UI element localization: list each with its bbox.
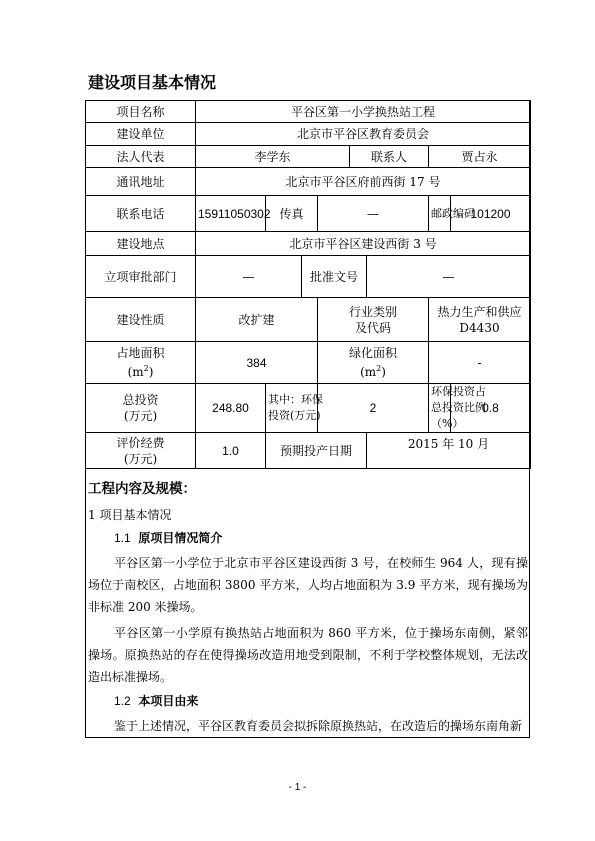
fax-value: —: [318, 196, 429, 232]
env-inv-label-line2: 投资(万元): [268, 409, 321, 422]
subsection-1-2-heading: [114, 692, 528, 709]
industry-value: 热力生产和供应 D4430: [429, 298, 531, 342]
row-approval: [86, 256, 531, 298]
site-label: 建设地点: [86, 232, 196, 256]
row-project-name: [86, 101, 531, 123]
total-inv-value: 248.80: [196, 384, 266, 433]
project-content: [88, 477, 528, 737]
subsection-1-2-title: 本项目由来: [138, 694, 199, 708]
section-1-heading: 1 项目基本情况: [88, 508, 172, 522]
legal-label: 法人代表: [86, 146, 196, 168]
env-inv-value: 2: [318, 384, 429, 433]
eval-fee-label-line2: (万元): [123, 451, 158, 466]
total-inv-label-line2: (万元): [123, 409, 158, 423]
basic-info-table: [85, 100, 531, 469]
unit-value: 北京市平谷区教育委员会: [196, 123, 531, 146]
subsection-1-1-heading: [114, 529, 528, 546]
row-eval: [86, 433, 531, 469]
paragraph-2: 平谷区第一小学原有换热站占地面积为 860 平方米，位于操场东南侧，紧邻操场。原换热站的存在使得操场改造用地受到限制，不利于学校整体规划，无法改造出标准操场。: [88, 626, 528, 684]
area-label-close: ): [148, 365, 154, 379]
row-address: [86, 168, 531, 196]
phone-value: 15911050302: [196, 196, 266, 232]
green-label-line1: 绿化面积: [348, 346, 397, 360]
postcode-label: 邮政编码: [429, 196, 451, 232]
phone-label: 联系电话: [86, 196, 196, 232]
fax-label: 传真: [266, 196, 318, 232]
page-number: - 1 -: [288, 782, 307, 793]
nature-value: 改扩建: [196, 298, 318, 342]
nature-label: 建设性质: [86, 298, 196, 342]
row-nature: [86, 298, 531, 342]
row-area: [86, 342, 531, 384]
row-investment: [86, 384, 531, 433]
env-ratio-label-line2: 总投资比例: [431, 401, 486, 414]
row-legal: [86, 146, 531, 168]
env-inv-label: [266, 384, 323, 433]
env-ratio-value: 0.8: [451, 384, 531, 433]
prod-date-value: 2015 年 10 月: [367, 433, 531, 469]
eval-fee-label-line1: 评价经费: [116, 435, 165, 450]
eval-fee-value: 1.0: [196, 433, 266, 469]
green-label-sup: 2: [376, 364, 382, 373]
area-label-line1: 占地面积: [116, 346, 165, 360]
site-value: 北京市平谷区建设西街 3 号: [196, 232, 531, 256]
project-name-value: 平谷区第一小学换热站工程: [196, 101, 531, 123]
green-label-unit: (m: [360, 365, 377, 379]
approval-dept-value: —: [196, 256, 302, 298]
project-name-label: 项目名称: [86, 101, 196, 123]
row-unit: [86, 123, 531, 146]
row-site: [86, 232, 531, 256]
env-inv-label-line1: 其中：环保: [268, 393, 323, 406]
contact-value: 贾占永: [429, 146, 531, 168]
prod-date-label: 预期投产日期: [266, 433, 367, 469]
green-value: -: [429, 342, 531, 384]
content-heading: 工程内容及规模：: [88, 481, 196, 497]
green-label: [318, 342, 429, 384]
total-inv-label: [86, 384, 196, 433]
env-ratio-label: [429, 384, 486, 433]
area-value: 384: [196, 342, 318, 384]
contact-label: 联系人: [350, 146, 429, 168]
env-ratio-label-line1: 环保投资占: [431, 385, 486, 398]
area-label: [86, 342, 196, 384]
industry-label-line2: 及代码: [354, 320, 391, 335]
paragraph-3: 鉴于上述情况，平谷区教育委员会拟拆除原换热站，在改造后的操场东南角新: [114, 719, 523, 733]
postcode-value: 101200: [451, 196, 531, 232]
eval-fee-label: [86, 433, 196, 469]
area-label-sup: 2: [143, 364, 149, 373]
green-label-close: ): [381, 365, 386, 379]
approval-no-label: 批准文号: [302, 256, 367, 298]
subsection-1-1-title: 原项目情况简介: [138, 531, 223, 545]
env-ratio-label-line3: （%）: [431, 417, 464, 430]
address-value: 北京市平谷区府前西街 17 号: [196, 168, 531, 196]
paragraph-1: 平谷区第一小学位于北京市平谷区建设西街 3 号，在校师生 964 人，现有操场位于南校区，占地面积 3800 平方米，人均占地面积为 3.9 平方米，现有操场为非标准 200 米操场。: [88, 556, 528, 614]
address-label: 通讯地址: [86, 168, 196, 196]
unit-label: 建设单位: [86, 123, 196, 146]
industry-label: [318, 298, 429, 342]
industry-label-line1: 行业类别: [348, 304, 397, 319]
subsection-1-1-number: 1.1: [114, 531, 131, 545]
area-label-unit: (m: [127, 365, 144, 379]
subsection-1-2-number: 1.2: [114, 694, 131, 708]
approval-no-value: —: [367, 256, 531, 298]
legal-value: 李学东: [196, 146, 350, 168]
total-inv-label-line1: 总投资: [122, 393, 159, 407]
page-title: 建设项目基本情况: [88, 73, 217, 92]
approval-dept-label: 立项审批部门: [86, 256, 196, 298]
row-phone: [86, 196, 531, 232]
